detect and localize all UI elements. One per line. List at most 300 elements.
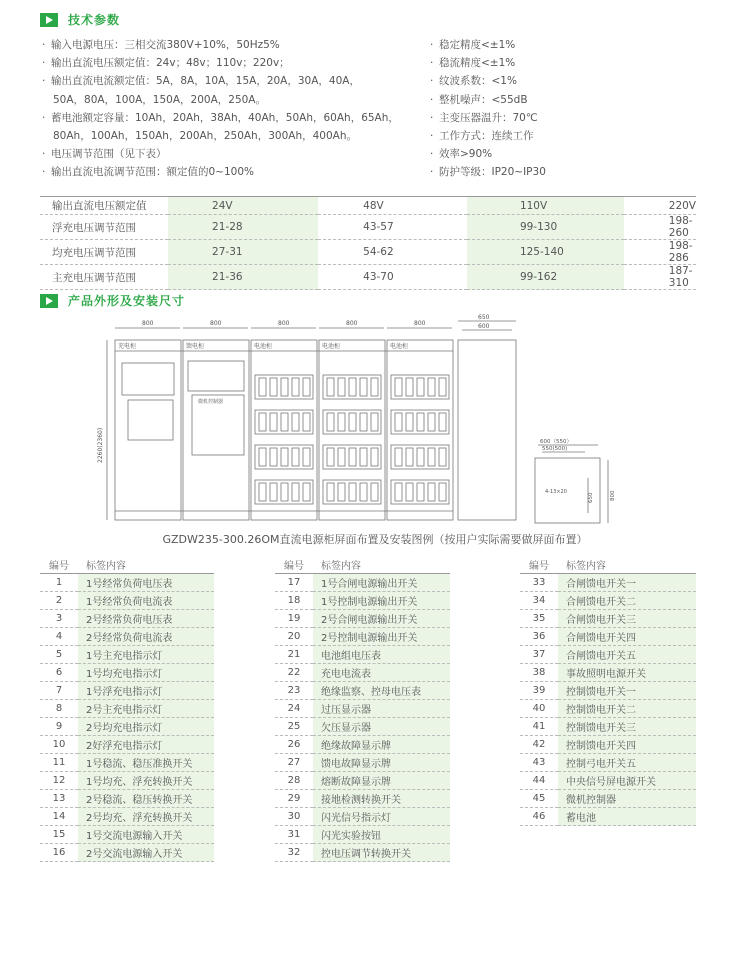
label-row — [40, 592, 214, 610]
side-dim-650: 650 — [478, 314, 490, 321]
label-num: 13 — [40, 790, 78, 808]
controller-label: 微机控制器 — [198, 399, 224, 405]
label-content: 1号稳流、稳压准换开关 — [78, 754, 214, 772]
header-num: 编号 — [520, 556, 558, 574]
label-content: 1号经常负荷电流表 — [78, 592, 214, 610]
label-content: 馈电故障显示牌 — [313, 754, 450, 772]
label-content: 控制弓电开关五 — [558, 754, 696, 772]
label-table-header — [275, 556, 450, 574]
label-num: 29 — [275, 790, 313, 808]
label-content: 合闸馈电开关五 — [558, 646, 696, 664]
bullet-dot: · — [42, 75, 46, 88]
battery-shelf — [323, 410, 381, 434]
row-value: 24V — [168, 197, 318, 215]
battery-shelf — [255, 480, 313, 504]
label-row — [275, 682, 450, 700]
battery-cell — [327, 413, 334, 431]
bullet-dot: · — [430, 39, 434, 51]
label-content: 1号经常负荷电压表 — [78, 574, 214, 592]
bullet-dot: · — [42, 39, 46, 51]
label-content: 中央信号屏电源开关 — [558, 772, 696, 790]
bullet-dot: · — [42, 166, 46, 179]
header-content: 标签内容 — [558, 556, 696, 574]
battery-cell — [349, 413, 356, 431]
drawing-caption: GZDW235-300.26OM直流电源柜屏面布置及安装图例（按用户实际需要做屏面布置） — [162, 533, 588, 546]
label-row — [275, 808, 450, 826]
label-row — [520, 574, 696, 592]
specs-left-list — [42, 36, 399, 182]
label-num: 27 — [275, 754, 313, 772]
spec-text: 稳流精度<±1% — [439, 57, 516, 70]
label-content: 电池组电压表 — [313, 646, 450, 664]
battery-cell — [428, 448, 435, 466]
label-num: 38 — [520, 664, 558, 682]
battery-cell — [270, 448, 277, 466]
label-row — [275, 664, 450, 682]
header-content: 标签内容 — [78, 556, 214, 574]
label-row — [520, 754, 696, 772]
battery-cell — [259, 448, 266, 466]
header-content: 标签内容 — [313, 556, 450, 574]
label-row — [40, 664, 214, 682]
battery-cell — [371, 413, 378, 431]
battery-cell — [292, 483, 299, 501]
label-content: 合闸馈电开关一 — [558, 574, 696, 592]
label-num: 10 — [40, 736, 78, 754]
label-content: 合闸馈电开关四 — [558, 628, 696, 646]
battery-cell — [270, 483, 277, 501]
battery-cell — [406, 483, 413, 501]
label-row — [40, 610, 214, 628]
battery-cell — [439, 378, 446, 396]
label-content: 2号合闸电源输出开关 — [313, 610, 450, 628]
dim-800-4: 800 — [346, 320, 358, 327]
battery-cell — [281, 448, 288, 466]
battery-cell — [281, 483, 288, 501]
label-num: 3 — [40, 610, 78, 628]
label-content: 接地检测转换开关 — [313, 790, 450, 808]
voltage-table-row — [40, 240, 696, 265]
battery-cell — [395, 448, 402, 466]
spec-text: 效率>90% — [439, 148, 493, 161]
row-label: 均充电压调节范围 — [40, 240, 168, 265]
label-row — [520, 772, 696, 790]
battery-shelf — [323, 375, 381, 399]
label-row — [520, 736, 696, 754]
battery-cell — [303, 483, 310, 501]
specs-right-list — [430, 36, 546, 182]
battery-cell — [327, 378, 334, 396]
tech-params-heading — [40, 11, 120, 28]
label-row — [275, 790, 450, 808]
label-num: 8 — [40, 700, 78, 718]
battery-cell — [338, 483, 345, 501]
label-row — [275, 574, 450, 592]
side-dim-600: 600 — [478, 323, 490, 330]
voltage-table-row — [40, 197, 696, 215]
label-num: 5 — [40, 646, 78, 664]
label-num: 35 — [520, 610, 558, 628]
play-arrow-icon — [40, 13, 58, 27]
spec-text: 输出直流电压额定值：24v；48v；110v；220v； — [51, 57, 290, 70]
spec-line — [42, 36, 399, 54]
battery-cell — [303, 378, 310, 396]
battery-shelf — [255, 410, 313, 434]
label-row — [520, 628, 696, 646]
label-num: 11 — [40, 754, 78, 772]
spec-line — [42, 72, 399, 90]
label-content: 欠压显示器 — [313, 718, 450, 736]
label-num: 25 — [275, 718, 313, 736]
bullet-dot: · — [430, 111, 434, 124]
label-row — [520, 718, 696, 736]
label-content: 微机控制器 — [558, 790, 696, 808]
row-value: 198-286 — [624, 240, 696, 265]
label-table-1 — [40, 556, 214, 862]
base-dim-height: 800 — [610, 490, 616, 501]
battery-cell — [360, 413, 367, 431]
label-num: 31 — [275, 826, 313, 844]
label-num: 12 — [40, 772, 78, 790]
spec-line — [42, 54, 399, 72]
battery-cell — [292, 448, 299, 466]
battery-cell — [395, 413, 402, 431]
row-value: 99-130 — [467, 215, 624, 240]
label-row — [520, 808, 696, 826]
label-content: 闪光实验按钮 — [313, 826, 450, 844]
battery-shelf — [391, 410, 449, 434]
battery-cell — [417, 448, 424, 466]
battery-cell — [395, 378, 402, 396]
battery-shelf — [323, 480, 381, 504]
battery-cell — [338, 378, 345, 396]
label-content: 事故照明电源开关 — [558, 664, 696, 682]
voltage-range-table — [40, 196, 696, 290]
hole-label: 4-13×20 — [545, 489, 567, 495]
label-content: 过压显示器 — [313, 700, 450, 718]
row-label: 浮充电压调节范围 — [40, 215, 168, 240]
battery-cell — [360, 448, 367, 466]
dim-800-2: 800 — [210, 320, 222, 327]
label-content: 熔断故障显示牌 — [313, 772, 450, 790]
label-row — [40, 628, 214, 646]
label-num: 24 — [275, 700, 313, 718]
label-table-header — [520, 556, 696, 574]
row-value: 110V — [467, 197, 624, 215]
bullet-dot: · — [430, 75, 434, 88]
label-table-header — [40, 556, 214, 574]
label-num: 16 — [40, 844, 78, 862]
label-row — [275, 826, 450, 844]
dim-800-5: 800 — [414, 320, 426, 327]
label-num: 14 — [40, 808, 78, 826]
label-row — [275, 718, 450, 736]
battery-cell — [349, 483, 356, 501]
battery-shelf — [255, 375, 313, 399]
battery-cell — [439, 483, 446, 501]
label-num: 18 — [275, 592, 313, 610]
label-row — [275, 700, 450, 718]
spec-text: 输入电源电压：三相交流380V+10%，50Hz5% — [51, 39, 280, 51]
voltage-table-row — [40, 215, 696, 240]
label-content: 2号经常负荷电流表 — [78, 628, 214, 646]
row-value: 99-162 — [467, 265, 624, 290]
label-row — [275, 610, 450, 628]
voltage-table-row — [40, 265, 696, 290]
spec-line — [430, 145, 546, 163]
spec-line — [42, 163, 399, 181]
bullet-dot: · — [42, 57, 46, 70]
label-num: 6 — [40, 664, 78, 682]
label-content: 1号均充、浮充转换开关 — [78, 772, 214, 790]
dimensions-title: 产品外形及安装尺寸 — [68, 294, 186, 308]
label-content: 闪光信号指示灯 — [313, 808, 450, 826]
battery-cell — [338, 448, 345, 466]
battery-shelf — [323, 445, 381, 469]
label-num: 40 — [520, 700, 558, 718]
row-label: 主充电压调节范围 — [40, 265, 168, 290]
label-num: 39 — [520, 682, 558, 700]
cabinet-label-3: 电池柜 — [254, 343, 273, 350]
spec-line — [430, 91, 546, 109]
label-row — [520, 790, 696, 808]
label-row — [40, 682, 214, 700]
dim-800-3: 800 — [278, 320, 290, 327]
label-num: 32 — [275, 844, 313, 862]
label-row — [40, 736, 214, 754]
tech-params-title: 技术参数 — [68, 13, 121, 27]
label-content: 蓄电池 — [558, 808, 696, 826]
battery-cell — [439, 413, 446, 431]
spec-line — [430, 109, 546, 127]
base-dim-inner: 550(500) — [542, 446, 568, 452]
label-content: 2号均充、浮充转换开关 — [78, 808, 214, 826]
bullet-dot: · — [42, 148, 46, 161]
spec-line — [42, 109, 399, 127]
cabinet-label-1: 充电柜 — [118, 343, 137, 350]
spec-text: 主变压器温升：70℃ — [439, 111, 538, 124]
battery-shelf — [391, 445, 449, 469]
label-content: 控制馈电开关三 — [558, 718, 696, 736]
battery-shelf — [255, 445, 313, 469]
bullet-dot: · — [430, 130, 434, 143]
battery-cell — [259, 378, 266, 396]
battery-cell — [327, 448, 334, 466]
label-num: 28 — [275, 772, 313, 790]
spec-line — [430, 163, 546, 181]
battery-cell — [417, 413, 424, 431]
label-num: 41 — [520, 718, 558, 736]
battery-cell — [327, 483, 334, 501]
cabinet-label-5: 电池柜 — [390, 343, 409, 350]
row-value: 21-36 — [168, 265, 318, 290]
battery-shelf — [391, 480, 449, 504]
label-num: 20 — [275, 628, 313, 646]
label-num: 4 — [40, 628, 78, 646]
battery-cell — [281, 378, 288, 396]
spec-text: 电压调节范围（见下表） — [51, 148, 167, 161]
battery-cell — [360, 378, 367, 396]
battery-cell — [292, 378, 299, 396]
row-value: 43-57 — [318, 215, 467, 240]
label-row — [40, 574, 214, 592]
label-content: 2号稳流、稳压转换开关 — [78, 790, 214, 808]
label-content: 合闸馈电开关三 — [558, 610, 696, 628]
label-num: 19 — [275, 610, 313, 628]
label-num: 15 — [40, 826, 78, 844]
row-value: 125-140 — [467, 240, 624, 265]
battery-cell — [417, 378, 424, 396]
bullet-dot: · — [42, 111, 46, 124]
battery-cell — [406, 448, 413, 466]
label-row — [275, 772, 450, 790]
label-num: 45 — [520, 790, 558, 808]
spec-line — [430, 127, 546, 145]
label-table-3 — [520, 556, 696, 826]
label-num: 33 — [520, 574, 558, 592]
spec-text: 工作方式：连续工作 — [439, 130, 534, 143]
row-value: 48V — [318, 197, 467, 215]
label-content: 绝缘监察、控母电压表 — [313, 682, 450, 700]
row-value: 187-310 — [624, 265, 696, 290]
label-num: 30 — [275, 808, 313, 826]
battery-shelf — [391, 375, 449, 399]
battery-cell — [270, 413, 277, 431]
battery-cell — [406, 413, 413, 431]
battery-cell — [395, 483, 402, 501]
label-content: 控制馈电开关四 — [558, 736, 696, 754]
spec-line — [430, 36, 546, 54]
label-row — [40, 700, 214, 718]
label-row — [40, 826, 214, 844]
label-content: 控制馈电开关二 — [558, 700, 696, 718]
label-content: 2号经常负荷电压表 — [78, 610, 214, 628]
spec-line — [430, 54, 546, 72]
label-num: 46 — [520, 808, 558, 826]
row-value: 198-260 — [624, 215, 696, 240]
label-row — [520, 682, 696, 700]
battery-cell — [417, 483, 424, 501]
label-row — [520, 664, 696, 682]
label-content: 2号主充电指示灯 — [78, 700, 214, 718]
label-num: 22 — [275, 664, 313, 682]
label-row — [275, 646, 450, 664]
label-num: 26 — [275, 736, 313, 754]
battery-cell — [281, 413, 288, 431]
spec-text: 输出直流电流调节范围：额定值的0~100% — [51, 166, 254, 179]
spec-text: 输出直流电流额定值：5A，8A，10A，15A，20A，30A，40A， — [51, 75, 360, 88]
label-content: 2好浮充电指示灯 — [78, 736, 214, 754]
spec-text: 整机噪声：<55dB — [439, 93, 528, 106]
height-dim: 2260(2360) — [97, 427, 104, 463]
label-row — [40, 772, 214, 790]
label-content: 控电压调节转换开关 — [313, 844, 450, 862]
label-content: 合闸馈电开关二 — [558, 592, 696, 610]
spec-text: 蓄电池额定容量：10Ah，20Ah，38Ah，40Ah，50Ah，60Ah，65Ah， — [51, 111, 399, 124]
cabinet-layout-drawing — [80, 313, 620, 528]
label-row — [40, 808, 214, 826]
label-num: 1 — [40, 574, 78, 592]
row-value: 43-70 — [318, 265, 467, 290]
label-num: 44 — [520, 772, 558, 790]
play-arrow-icon — [40, 294, 58, 308]
label-row — [520, 700, 696, 718]
battery-cell — [428, 483, 435, 501]
battery-cell — [371, 378, 378, 396]
label-content: 2号控制电源输出开关 — [313, 628, 450, 646]
label-num: 17 — [275, 574, 313, 592]
cabinet-label-2: 馈电柜 — [186, 343, 205, 350]
label-row — [520, 592, 696, 610]
label-content: 1号控制电源输出开关 — [313, 592, 450, 610]
row-value: 54-62 — [318, 240, 467, 265]
battery-cell — [270, 378, 277, 396]
label-num: 23 — [275, 682, 313, 700]
label-content: 充电电流表 — [313, 664, 450, 682]
label-content: 绝缘故障显示牌 — [313, 736, 450, 754]
battery-cell — [360, 483, 367, 501]
cabinet-label-4: 电池柜 — [322, 343, 341, 350]
label-content: 1号均充电指示灯 — [78, 664, 214, 682]
header-num: 编号 — [275, 556, 313, 574]
label-table-2 — [275, 556, 450, 862]
bullet-dot: · — [430, 148, 434, 161]
battery-cell — [338, 413, 345, 431]
battery-cell — [428, 413, 435, 431]
battery-cell — [292, 413, 299, 431]
label-num: 21 — [275, 646, 313, 664]
battery-cell — [428, 378, 435, 396]
label-row — [275, 592, 450, 610]
spec-text: 稳定精度<±1% — [439, 39, 516, 51]
label-num: 2 — [40, 592, 78, 610]
spec-line — [42, 91, 399, 109]
row-label: 输出直流电压额定值 — [40, 197, 168, 215]
label-row — [40, 718, 214, 736]
base-dim-side: 650 — [588, 492, 594, 503]
label-num: 42 — [520, 736, 558, 754]
battery-cell — [439, 448, 446, 466]
label-row — [40, 754, 214, 772]
label-num: 34 — [520, 592, 558, 610]
label-content: 1号主充电指示灯 — [78, 646, 214, 664]
spec-line — [430, 72, 546, 90]
bullet-dot: · — [430, 93, 434, 106]
label-num: 43 — [520, 754, 558, 772]
battery-cell — [259, 413, 266, 431]
spec-line — [42, 127, 399, 145]
dimensions-heading — [40, 292, 185, 309]
dim-800-1: 800 — [142, 320, 154, 327]
label-num: 36 — [520, 628, 558, 646]
row-value: 21-28 — [168, 215, 318, 240]
spec-text: 防护等级：IP20~IP30 — [439, 166, 546, 179]
battery-cell — [371, 483, 378, 501]
battery-cell — [349, 448, 356, 466]
bullet-dot: · — [430, 57, 434, 70]
label-row — [275, 628, 450, 646]
label-row — [40, 646, 214, 664]
label-content: 1号交流电源输入开关 — [78, 826, 214, 844]
label-row — [275, 754, 450, 772]
base-dim-top: 600（550） — [540, 439, 572, 445]
label-row — [40, 844, 214, 862]
spec-text: 50A，80A，100A，150A，200A，250A。 — [53, 93, 266, 106]
battery-cell — [259, 483, 266, 501]
row-value: 220V — [624, 197, 696, 215]
battery-cell — [371, 448, 378, 466]
label-content: 2号均充电指示灯 — [78, 718, 214, 736]
